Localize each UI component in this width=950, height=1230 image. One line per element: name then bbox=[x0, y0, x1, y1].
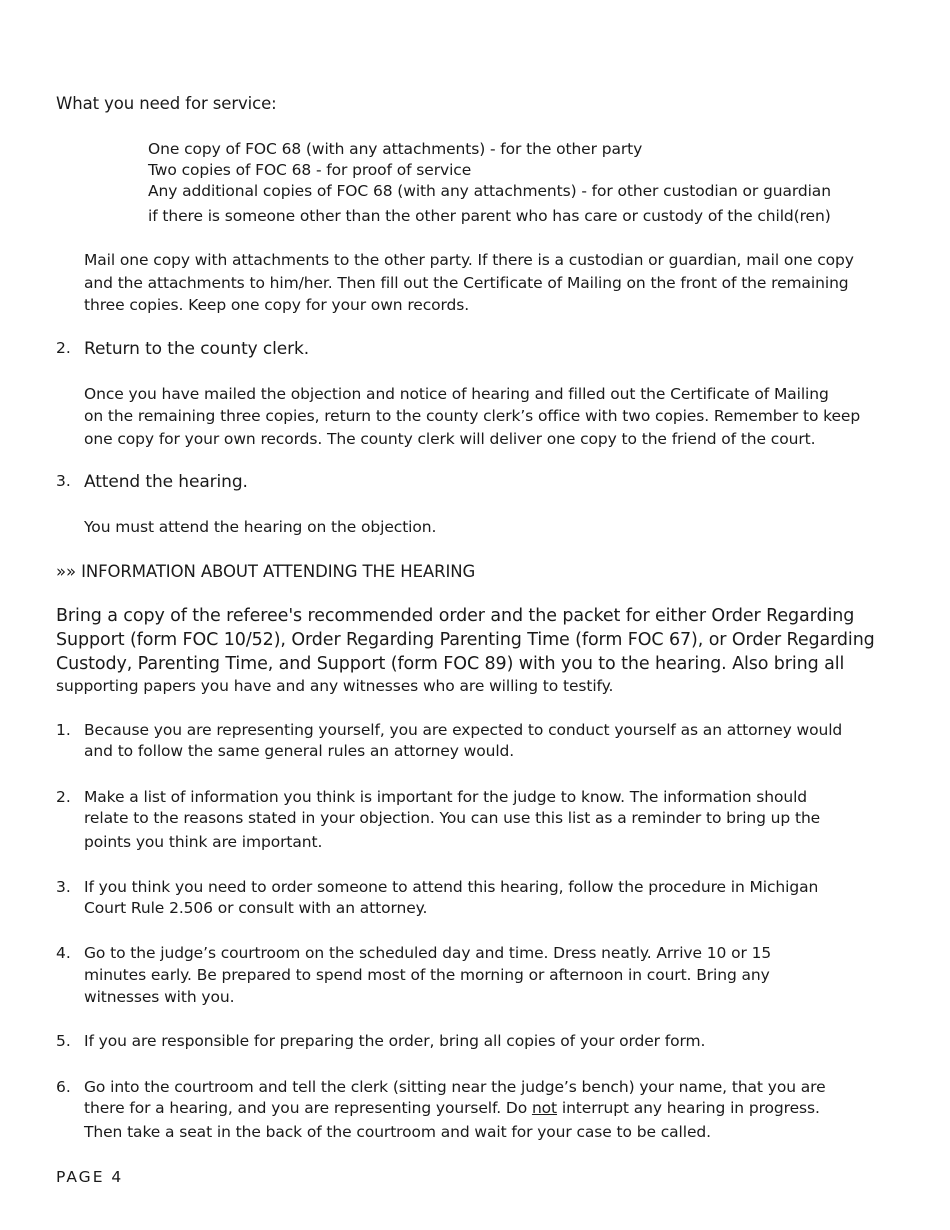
service-item: One copy of FOC 68 (with any attachments) - for the other party bbox=[148, 140, 643, 158]
mail-paragraph-line: three copies. Keep one copy for your own records. bbox=[84, 296, 470, 314]
list-item-line: If you think you need to order someone to attend this hearing, follow the procedure in Michigan bbox=[84, 878, 819, 896]
bring-paragraph-line: Custody, Parenting Time, and Support (form FOC 89) with you to the hearing. Also bring all bbox=[56, 654, 845, 674]
list-item-line: Go into the courtroom and tell the clerk (sitting near the judge’s bench) your name, that you are bbox=[84, 1078, 826, 1096]
list-number: 1. bbox=[56, 721, 71, 739]
service-item: Two copies of FOC 68 - for proof of service bbox=[148, 161, 472, 179]
list-item-line: Court Rule 2.506 or consult with an attorney. bbox=[84, 899, 428, 917]
mail-paragraph-line: Mail one copy with attachments to the other party. If there is a custodian or guardian, mail one copy bbox=[84, 251, 854, 269]
step-number: 3. bbox=[56, 472, 71, 490]
list-item-text: there for a hearing, and you are representing yourself. Do bbox=[84, 1099, 532, 1117]
list-item-text: interrupt any hearing in progress. bbox=[557, 1099, 820, 1117]
step-text-line: one copy for your own records. The county clerk will deliver one copy to the friend of the court. bbox=[84, 430, 816, 448]
service-item: if there is someone other than the other parent who has care or custody of the child(ren) bbox=[148, 207, 831, 225]
mail-paragraph-line: and the attachments to him/her. Then fill out the Certificate of Mailing on the front of the remaining bbox=[84, 274, 849, 292]
step-title: Return to the county clerk. bbox=[84, 339, 310, 359]
list-item-line: and to follow the same general rules an attorney would. bbox=[84, 742, 515, 760]
list-item-line: Because you are representing yourself, you are expected to conduct yourself as an attorney would bbox=[84, 721, 843, 739]
step-text-line: You must attend the hearing on the objection. bbox=[84, 518, 437, 536]
list-item-line: If you are responsible for preparing the order, bring all copies of your order form. bbox=[84, 1032, 706, 1050]
list-number: 5. bbox=[56, 1032, 71, 1050]
list-item-line: minutes early. Be prepared to spend most of the morning or afternoon in court. Bring any bbox=[84, 966, 770, 984]
service-item: Any additional copies of FOC 68 (with any attachments) - for other custodian or guardian bbox=[148, 182, 831, 200]
list-number: 2. bbox=[56, 788, 71, 806]
list-number: 6. bbox=[56, 1078, 71, 1096]
list-item-line bbox=[84, 1099, 820, 1117]
step-title: Attend the hearing. bbox=[84, 472, 248, 492]
list-item-line: Go to the judge’s courtroom on the scheduled day and time. Dress neatly. Arrive 10 or 15 bbox=[84, 944, 772, 962]
step-text-line: Once you have mailed the objection and notice of hearing and filled out the Certificate of Mailing bbox=[84, 385, 829, 403]
service-heading: What you need for service: bbox=[56, 94, 277, 113]
page-number: PAGE 4 bbox=[56, 1168, 124, 1186]
step-text-line: on the remaining three copies, return to the county clerk’s office with two copies. Remember to keep bbox=[84, 407, 861, 425]
list-item-line: Then take a seat in the back of the courtroom and wait for your case to be called. bbox=[84, 1123, 711, 1141]
list-item-line: witnesses with you. bbox=[84, 988, 235, 1006]
list-item-line: points you think are important. bbox=[84, 833, 323, 851]
list-number: 4. bbox=[56, 944, 71, 962]
step-number: 2. bbox=[56, 339, 71, 357]
bring-paragraph-line: Support (form FOC 10/52), Order Regarding Parenting Time (form FOC 67), or Order Regarding bbox=[56, 630, 875, 650]
list-item-line: Make a list of information you think is important for the judge to know. The information should bbox=[84, 788, 808, 806]
list-item-line: relate to the reasons stated in your objection. You can use this list as a reminder to bring up the bbox=[84, 809, 821, 827]
emphasis-not: not bbox=[531, 1099, 558, 1117]
info-heading: »» INFORMATION ABOUT ATTENDING THE HEARING bbox=[56, 562, 476, 581]
list-number: 3. bbox=[56, 878, 71, 896]
bring-paragraph-line: Bring a copy of the referee's recommended order and the packet for either Order Regarding bbox=[56, 606, 855, 626]
bring-paragraph-line: supporting papers you have and any witnesses who are willing to testify. bbox=[56, 677, 614, 695]
